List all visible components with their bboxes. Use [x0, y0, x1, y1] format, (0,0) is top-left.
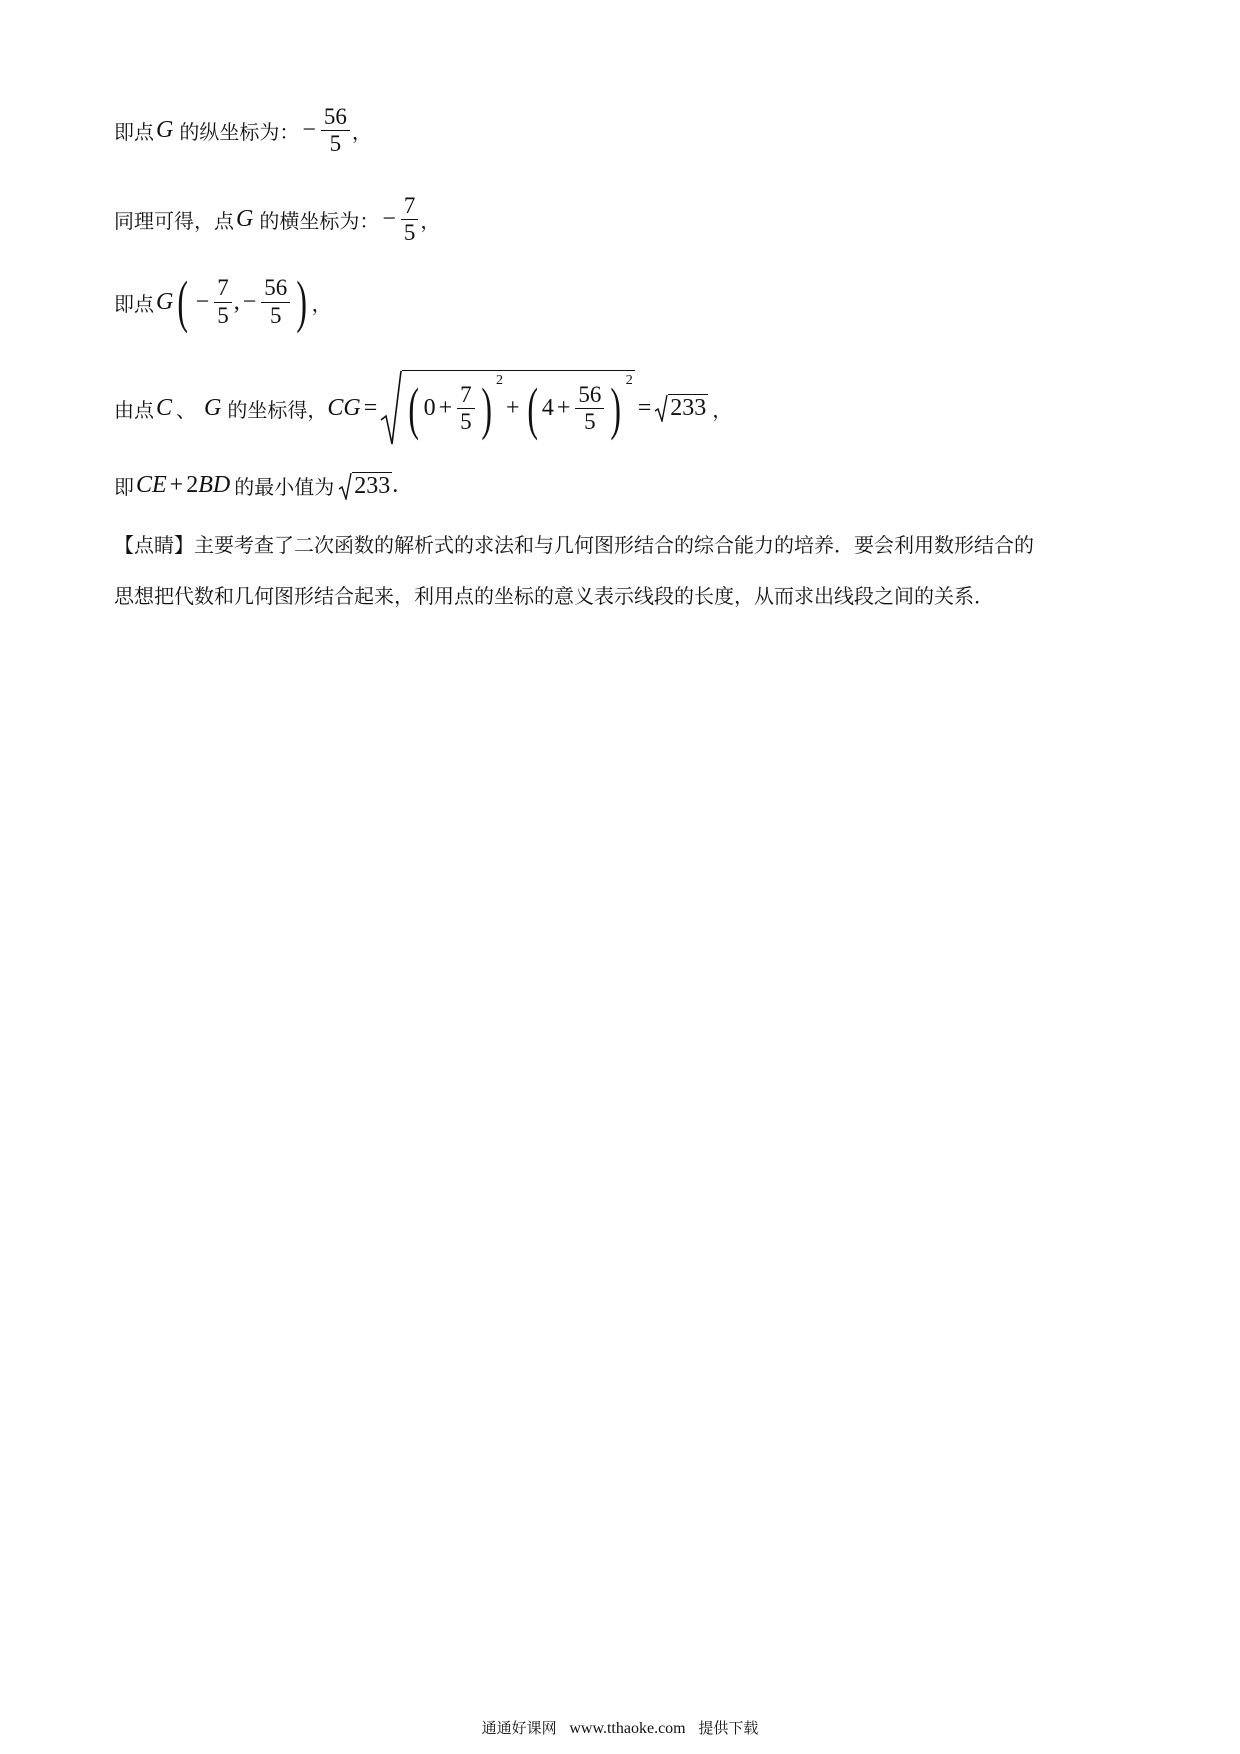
math-cg: CG	[327, 394, 361, 421]
line-g-y-coordinate	[114, 104, 372, 158]
plus-sign: +	[505, 395, 520, 421]
right-paren: )	[480, 375, 492, 441]
denominator: 5	[584, 409, 596, 434]
numerator: 7	[403, 193, 416, 218]
text-body: 的坐标得，	[227, 397, 328, 422]
minus-sign: −	[302, 117, 316, 144]
footer	[0, 1717, 1240, 1738]
left-paren: (	[526, 375, 538, 441]
denominator: 5	[329, 131, 342, 157]
punctuation: ，	[712, 397, 733, 422]
line-cg-distance	[114, 370, 732, 446]
fraction	[457, 382, 475, 436]
note-line-1: 【点睛】主要考查了二次函数的解析式的求法和与几何图形结合的综合能力的培养．要会利用数形结合的	[114, 533, 1034, 557]
math-var-g: G	[236, 206, 254, 233]
numerator: 7	[217, 275, 229, 301]
fraction	[321, 104, 350, 158]
numerator: 56	[264, 275, 288, 301]
comma: ,	[233, 288, 240, 315]
numerator: 56	[578, 381, 602, 407]
radical-sign-icon	[654, 394, 668, 422]
text-prefix: 即点	[114, 120, 154, 145]
denominator: 5	[217, 302, 229, 328]
denominator: 5	[403, 220, 416, 246]
radicand-value: 233	[354, 472, 391, 499]
text-prefix: 由点	[114, 397, 154, 422]
math-var-g: G	[156, 288, 174, 315]
minus-sign: −	[195, 288, 210, 315]
denominator: 5	[460, 409, 472, 434]
fraction	[401, 193, 419, 247]
plus-sign: +	[556, 395, 571, 421]
radical-sign-icon	[338, 472, 352, 500]
line-minimum-value	[114, 471, 398, 500]
exponent: 2	[495, 373, 503, 388]
numerator: 56	[323, 104, 347, 129]
fraction-y	[261, 275, 290, 329]
separator: 、	[176, 397, 197, 422]
left-paren: (	[408, 375, 420, 441]
equals-sign: =	[637, 394, 652, 421]
radicand	[402, 370, 634, 446]
fraction	[575, 382, 604, 436]
punctuation: ，	[420, 209, 441, 234]
denominator: 5	[270, 302, 282, 328]
square-root-result	[654, 394, 708, 422]
exponent: 2	[625, 373, 633, 388]
punctuation: .	[392, 472, 399, 498]
plus-sign: +	[169, 472, 184, 498]
note-line-2: 思想把代数和几何图形结合起来，利用点的坐标的意义表示线段的长度，从而求出线段之间的关系．	[114, 584, 994, 608]
footer-site: 通通好课网	[481, 1719, 557, 1737]
punctuation: ，	[351, 120, 372, 145]
math-ce: CE	[136, 472, 167, 498]
text-body: 的纵坐标为：	[179, 120, 300, 145]
radical-sign-icon	[380, 370, 402, 446]
minus-sign: −	[382, 206, 396, 233]
numerator: 7	[460, 381, 472, 407]
square-root-result	[338, 472, 392, 500]
left-paren: (	[177, 269, 189, 334]
coefficient: 2	[186, 472, 199, 498]
text-prefix: 即	[114, 475, 134, 499]
right-paren: )	[610, 375, 622, 441]
equals-sign: =	[363, 394, 378, 421]
fraction-x	[214, 275, 232, 329]
text-body: 的最小值为	[234, 475, 335, 499]
text-prefix: 同理可得，点	[114, 209, 234, 234]
line-point-g	[114, 269, 332, 334]
punctuation: ，	[311, 291, 332, 316]
math-var-g: G	[204, 394, 222, 421]
math-var-g: G	[156, 117, 174, 144]
footer-tail: 提供下载	[698, 1719, 759, 1737]
math-bd: BD	[198, 472, 231, 498]
square-root	[380, 370, 634, 446]
minus-sign: −	[242, 288, 257, 315]
text-body: 的横坐标为：	[259, 209, 380, 234]
plus-sign: +	[438, 395, 453, 421]
footer-url: www.tthaoke.com	[569, 1720, 686, 1737]
number-zero: 0	[423, 395, 436, 421]
line-g-x-coordinate	[114, 193, 440, 247]
number-four: 4	[541, 395, 554, 421]
text-prefix: 即点	[114, 291, 154, 316]
right-paren: )	[296, 269, 308, 334]
radicand-value: 233	[670, 395, 707, 421]
math-var-c: C	[156, 394, 173, 421]
